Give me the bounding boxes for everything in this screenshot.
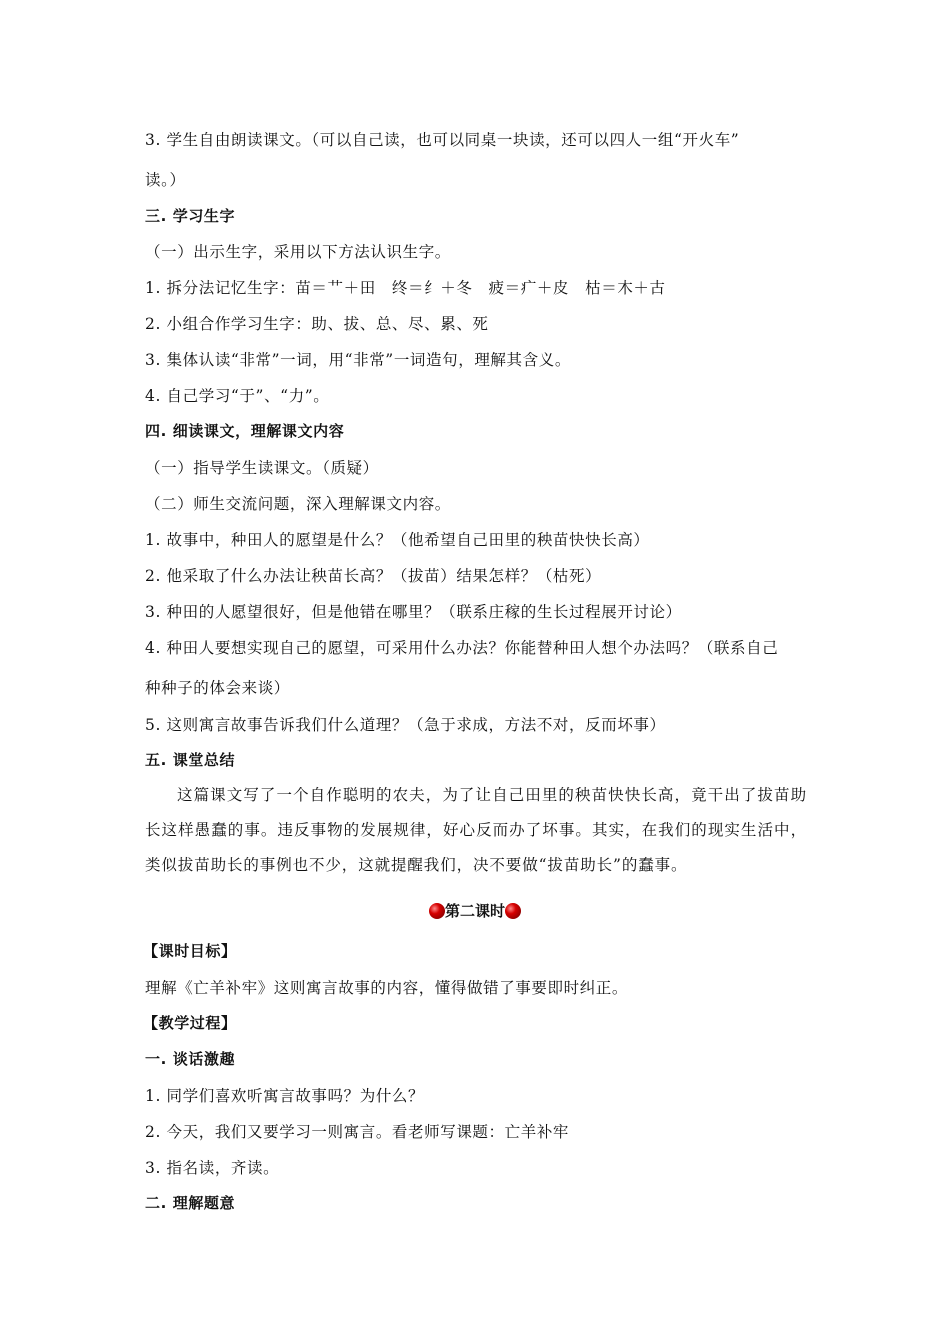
text-line: 3. 学生自由朗读课文。（可以自己读，也可以同桌一块读，还可以四人一组“开火车” [145,131,740,149]
text-line: 3. 集体认读“非常”一词，用“非常”一词造句，理解其含义。 [145,351,571,369]
red-ball-icon [505,903,521,919]
text-line: （一）指导学生读课文。（质疑） [145,459,379,477]
section-heading: 一. 谈话激趣 [145,1050,236,1068]
text-line: 1. 同学们喜欢听寓言故事吗？为什么？ [145,1087,425,1105]
text-line: 3. 种田的人愿望很好，但是他错在哪里？（联系庄稼的生长过程展开讨论） [145,603,682,621]
section-heading: 四. 细读课文，理解课文内容 [145,422,345,440]
text-line: 2. 他采取了什么办法让秧苗长高？（拔苗）结果怎样？（枯死） [145,567,602,585]
text-line: 理解《亡羊补牢》这则寓言故事的内容，懂得做错了事要即时纠正。 [145,979,629,997]
section-heading: 三. 学习生字 [145,207,236,225]
lesson-heading [0,900,950,921]
section-heading: 【课时目标】 [143,942,237,960]
section-heading: 二. 理解题意 [145,1194,236,1212]
text-line: 1. 故事中，种田人的愿望是什么？（他希望自己田里的秧苗快快长高） [145,531,650,549]
text-line: 5. 这则寓言故事告诉我们什么道理？（急于求成，方法不对，反而坏事） [145,716,666,734]
section-heading: 【教学过程】 [143,1014,237,1032]
text-line: 2. 今天，我们又要学习一则寓言。看老师写课题：亡羊补牢 [145,1123,570,1141]
summary-paragraph: 这篇课文写了一个自作聪明的农夫，为了让自己田里的秧苗快快长高，竟干出了拔苗助长这样愚蠢的事。违反事物的发展规律，好心反而办了坏事。其实，在我们的现实生活中，类似拔苗助长的事例也不少，这就提醒我们，决不要做“拔苗助长”的蠢事。 [145,786,807,874]
text-line: 2. 小组合作学习生字：助、拔、总、尽、累、死 [145,315,489,333]
text-line: 4. 自己学习“于”、“力”。 [145,387,330,405]
text-line: 1. 拆分法记忆生字：苗＝艹＋田 终＝纟＋冬 疲＝疒＋皮 枯＝木＋古 [145,279,666,297]
text-line: 4. 种田人要想实现自己的愿望，可采用什么办法？你能替种田人想个办法吗？（联系自己 [145,639,779,657]
section-heading: 五. 课堂总结 [145,751,236,769]
text-line: 读。） [145,171,186,189]
text-line: （一）出示生字，采用以下方法认识生字。 [145,243,451,261]
red-ball-icon [429,903,445,919]
lesson-title: 第二课时 [444,902,505,920]
text-line: 种种子的体会来谈） [145,679,290,697]
text-line: 3. 指名读，齐读。 [145,1159,280,1177]
text-line: （二）师生交流问题，深入理解课文内容。 [145,495,451,513]
